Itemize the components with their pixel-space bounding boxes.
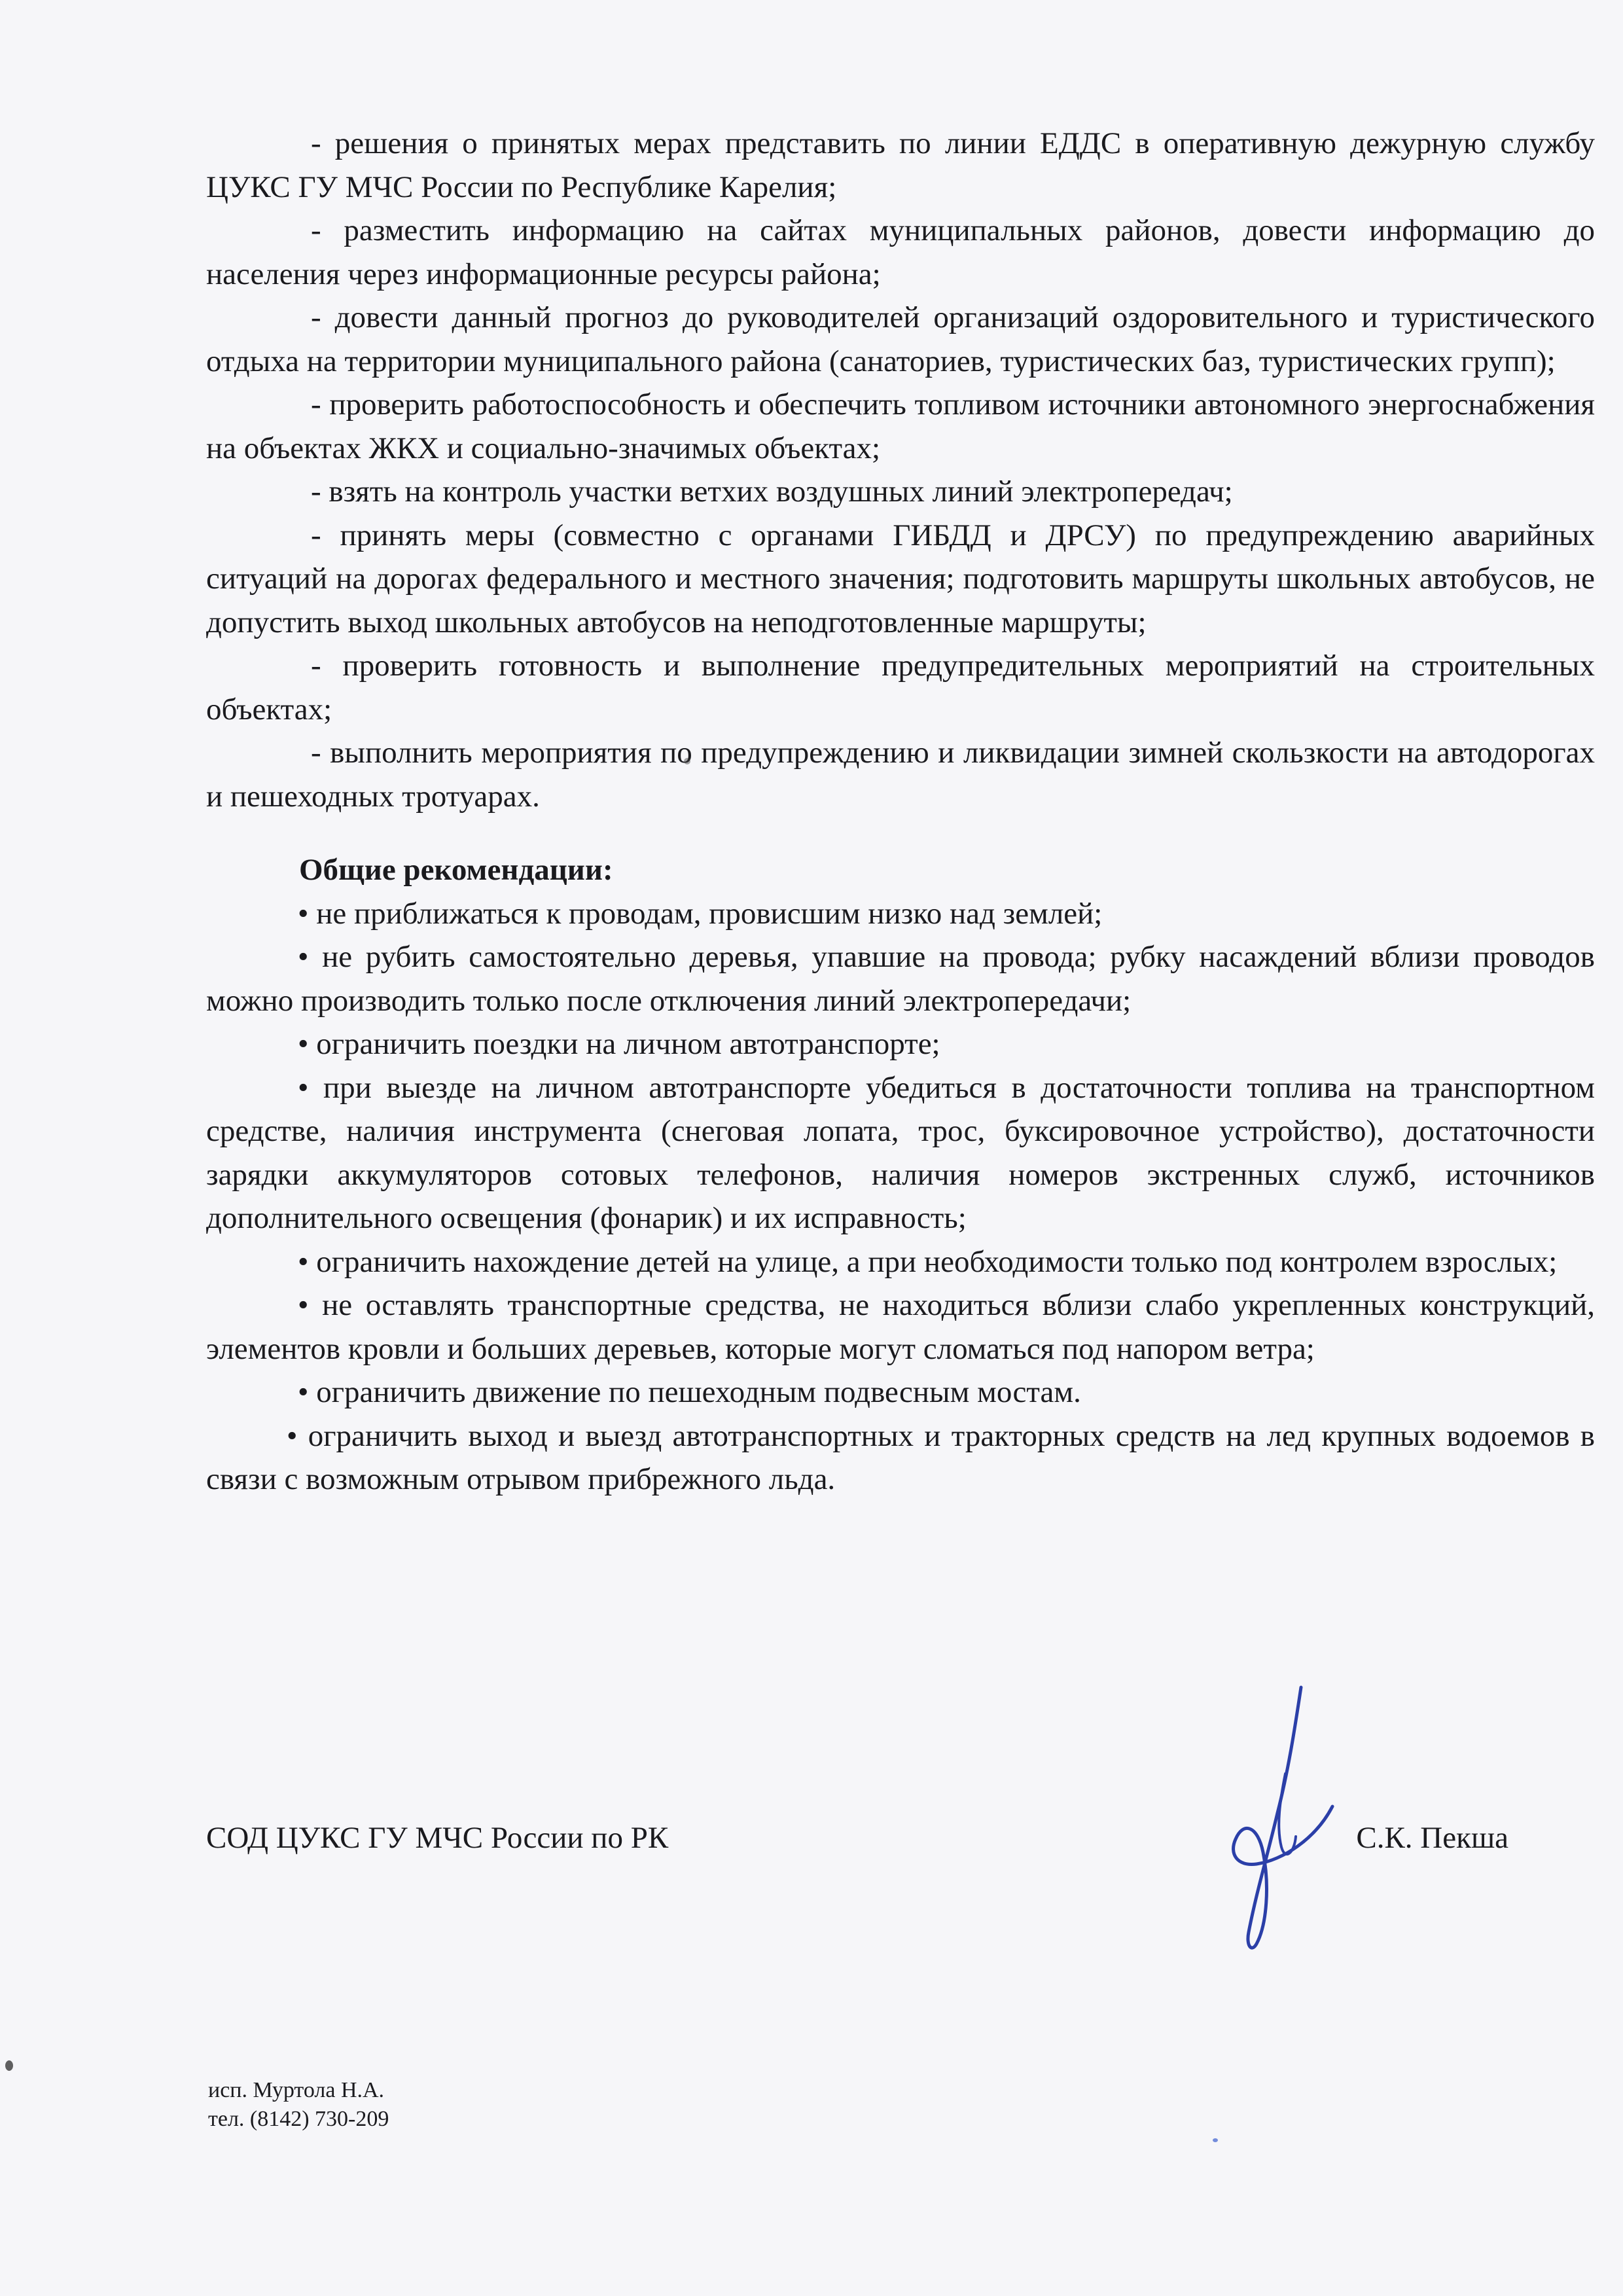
scan-speck — [5, 2060, 13, 2071]
recommendations-heading: Общие рекомендации: — [299, 853, 613, 887]
recommendation-item: • ограничить поездки на личном автотранспорте; — [298, 1027, 940, 1061]
recommendation-item: • при выезде на личном автотранспорте убедиться в достаточности топлива на транспортном средстве, наличия инструмента (снеговая лопата, трос, буксировочное устройство), достаточности зарядки аккумуляторов сотовых телефонов, наличия номеров экстренных служб, источников дополнительного освещения (фонарик) и их исправность; — [206, 1070, 1595, 1235]
instruction-paragraph: - выполнить мероприятия по предупреждению и ликвидации зимней скользкости на автодорогах и пешеходных тротуарах. — [206, 736, 1595, 814]
signatory-position: СОД ЦУКС ГУ МЧС России по РК — [206, 1821, 669, 1855]
instruction-paragraph: - решения о принятых мерах представить по линии ЕДДС в оперативную дежурную службу ЦУКС ГУ МЧС России по Республике Карелия; — [206, 126, 1595, 204]
instruction-paragraph: - довести данный прогноз до руководителей организаций оздоровительного и туристического отдыха на территории муниципального района (санаториев, туристических баз, туристических групп); — [206, 300, 1595, 378]
recommendation-item: • ограничить нахождение детей на улице, а при необходимости только под контролем взрослых; — [298, 1244, 1558, 1279]
recommendation-item: • ограничить выход и выезд автотранспортных и тракторных средств на лед крупных водоемов в связи с возможным отрывом прибрежного льда. — [206, 1418, 1595, 1496]
executor-phone: тел. (8142) 730-209 — [208, 2107, 389, 2131]
document-body — [206, 122, 1595, 1501]
instruction-paragraph: - проверить готовность и выполнение предупредительных мероприятий на строительных объектах; — [206, 649, 1595, 726]
recommendation-item: • ограничить движение по пешеходным подвесным мостам. — [298, 1375, 1081, 1409]
signatory-name: С.К. Пекша — [1356, 1821, 1508, 1855]
handwritten-signature — [1217, 1676, 1348, 1964]
instruction-paragraph: - разместить информацию на сайтах муниципальных районов, довести информацию до населения через информационные ресурсы района; — [206, 213, 1595, 291]
executor-contacts — [208, 2076, 389, 2134]
recommendation-item: • не рубить самостоятельно деревья, упавшие на провода; рубку насаждений вблизи проводов можно производить только после отключения линий электропередачи; — [206, 940, 1595, 1018]
scan-speck — [1213, 2138, 1218, 2142]
executor-name: исп. Муртола Н.А. — [208, 2078, 385, 2102]
recommendation-item: • не оставлять транспортные средства, не находиться вблизи слабо укрепленных конструкций, элементов кровли и больших деревьев, которые могут сломаться под напором ветра; — [206, 1288, 1595, 1366]
instruction-paragraph: - проверить работоспособность и обеспечить топливом источники автономного энергоснабжения на объектах ЖКХ и социально-значимых объектах; — [206, 387, 1595, 465]
instruction-paragraph: - принять меры (совместно с органами ГИБДД и ДРСУ) по предупреждению аварийных ситуаций на дорогах федерального и местного значения; подготовить маршруты школьных автобусов, не допустить выход школьных автобусов на неподготовленные маршруты; — [206, 518, 1595, 639]
recommendation-item: • не приближаться к проводам, провисшим низко над землей; — [298, 896, 1103, 931]
instruction-paragraph: - взять на контроль участки ветхих воздушных линий электропередач; — [311, 475, 1233, 509]
